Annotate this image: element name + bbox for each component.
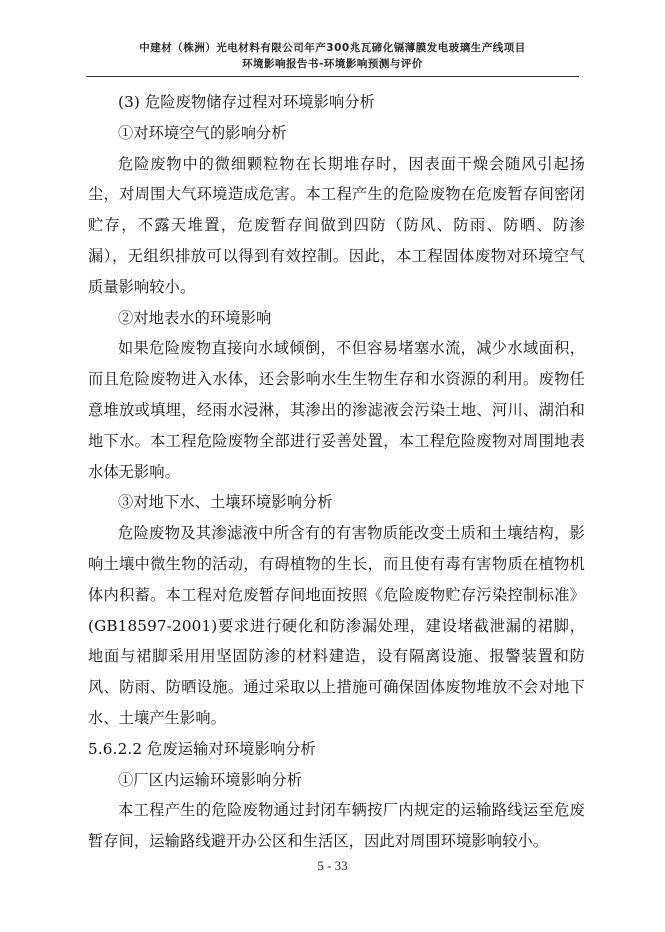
- subsection-heading-storage: (3) 危险废物储存过程对环境影响分析: [118, 93, 376, 111]
- header-divider: [86, 76, 579, 77]
- item-heading-groundwater-soil: ③对地下水、土壤环境影响分析: [118, 493, 333, 512]
- item-heading-surface-water: ②对地表水的环境影响: [118, 308, 272, 327]
- paragraph-plant-transport: 本工程产生的危险废物通过封闭车辆按厂内规定的运输路线运至危废暂存间，运输路线避开办公区和生活区，因此对周围环境影响较小。: [88, 801, 585, 851]
- paragraph-air: 危险废物中的微细颗粒物在长期堆存时，因表面干燥会随风引起扬尘，对周围大气环境造成危害。本工程产生的危险废物在危废暂存间密闭贮存，不露天堆置，危废暂存间做到四防（防风、防雨、防晒、防渗漏），无组织排放可以得到有效控制。因此，本工程固体废物对环境空气质量影响较小。: [88, 154, 585, 296]
- paragraph-surface-water: 如果危险废物直接向水域倾倒，不但容易堵塞水流，减少水域面积，而且危险废物进入水体，还会影响水生生物生存和水资源的利用。废物任意堆放或填埋，经雨水浸淋，其渗出的渗滤液会污染土地、河川、湖泊和地下水。本工程危险废物全部进行妥善处置，本工程危险废物对周围地表水体无影响。: [88, 339, 585, 481]
- section-heading-transport: 5.6.2.2 危废运输对环境影响分析: [88, 739, 316, 758]
- header-section-title: 环境影响报告书-环境影响预测与评价: [242, 58, 423, 70]
- item-heading-plant-transport: ①厂区内运输环境影响分析: [118, 770, 303, 789]
- header-project-title: 中建材（株洲）光电材料有限公司年产300兆瓦碲化镉薄膜发电玻璃生产线项目: [139, 42, 526, 54]
- page-header: [86, 40, 579, 72]
- item-heading-air: ①对环境空气的影响分析: [118, 123, 287, 142]
- page-number: 5 - 33: [317, 858, 348, 873]
- document-body: [88, 87, 585, 857]
- paragraph-groundwater-soil: 危险废物及其渗滤液中所含有的有害物质能改变土质和土壤结构，影响土壤中微生物的活动，有碍植物的生长，而且使有毒有害物质在植物机体内积蓄。本工程对危废暂存间地面按照《危险废物贮存污染控制标准》(GB18597-2001)要求进行硬化和防渗漏处理，建设堵截泄漏的裙脚，地面与裙脚采用用坚固防渗的材料建造，设有隔离设施、报警装置和防风、防雨、防晒设施。通过采取以上措施可确保固体废物堆放不会对地下水、土壤产生影响。: [88, 524, 585, 727]
